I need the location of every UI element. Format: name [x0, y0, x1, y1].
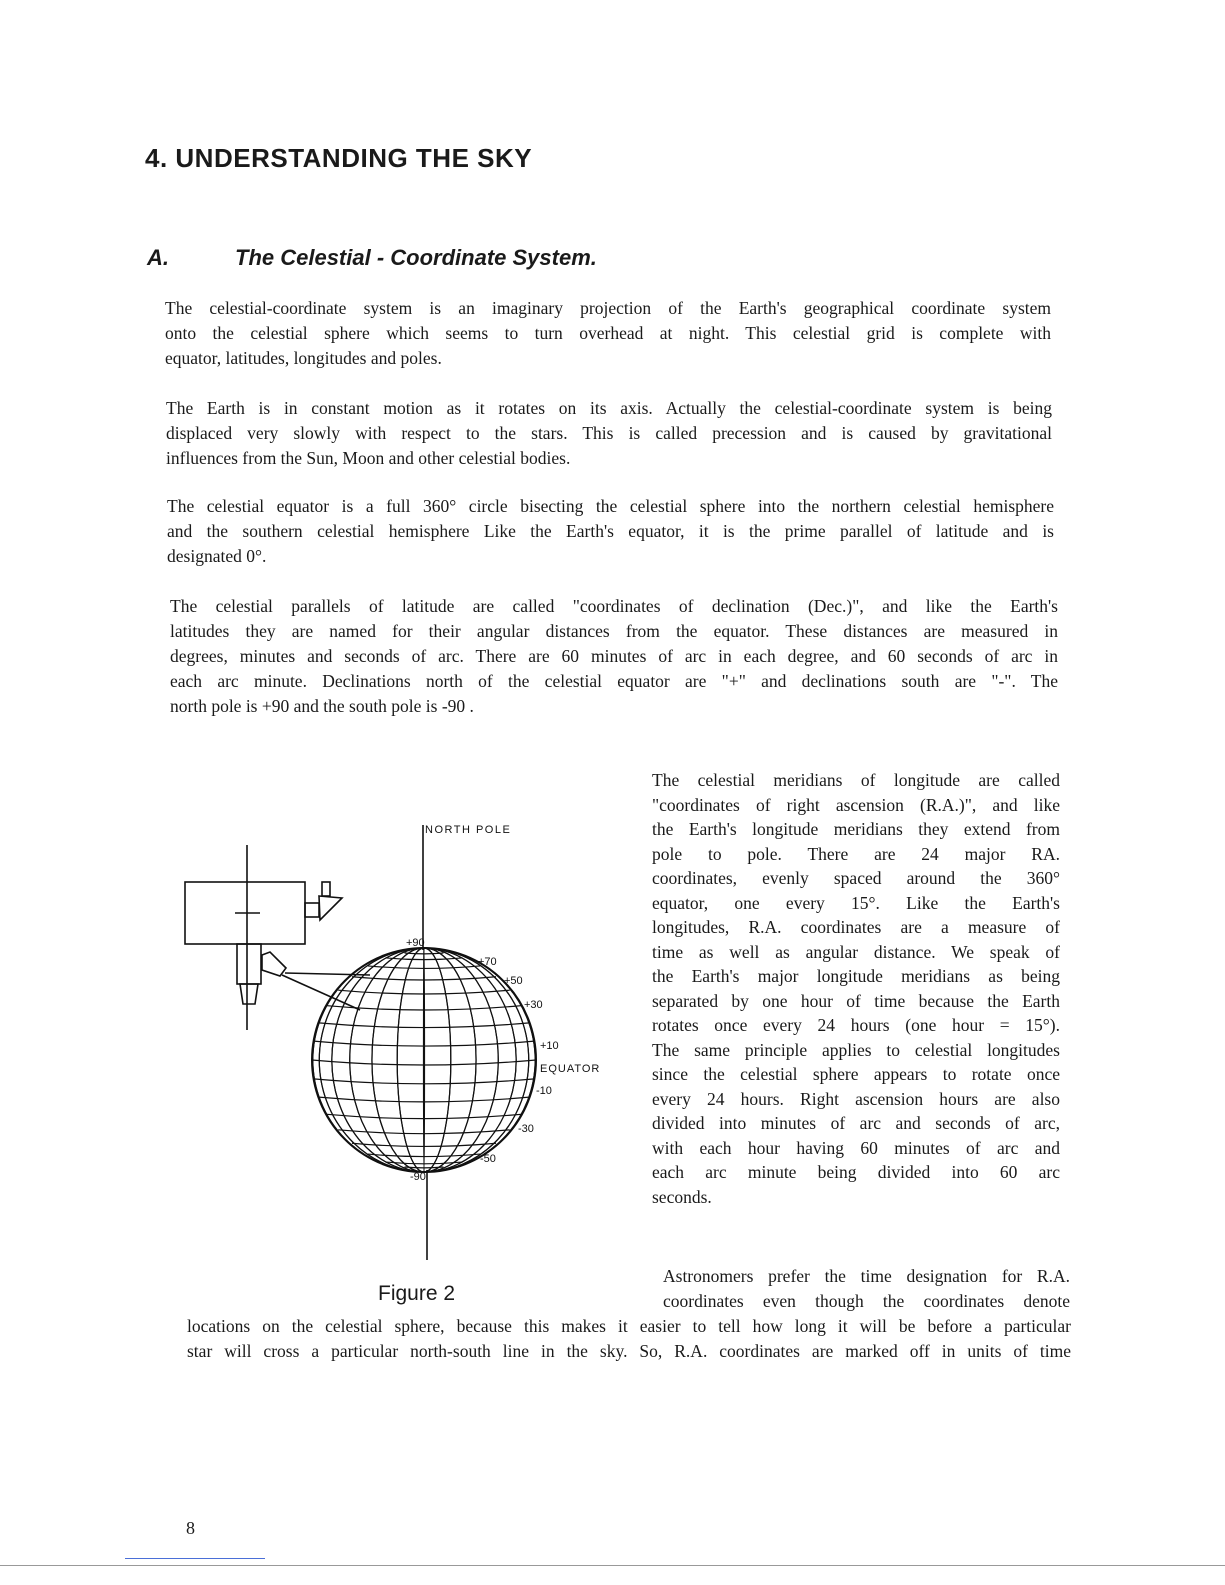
dec-label: +50	[504, 975, 523, 987]
text-line: designated 0°.	[167, 546, 267, 566]
figure-caption: Figure 2	[378, 1282, 456, 1305]
text-line: each arc minute being divided into 60 arc	[652, 1162, 1060, 1182]
text-line: north pole is +90 and the south pole is -90 .	[170, 696, 474, 716]
text-line: degrees, minutes and seconds of arc. There are 60 minutes of arc in each degree, and 60 seconds of arc in	[170, 646, 1058, 666]
text-line: "coordinates of right ascension (R.A.)", and like	[652, 794, 1060, 815]
section-heading	[147, 245, 597, 271]
text-line: equator, latitudes, longitudes and poles.	[165, 348, 442, 368]
dec-label: +10	[540, 1040, 559, 1052]
dec-label: +70	[478, 956, 497, 968]
scan-edge	[0, 1565, 1225, 1566]
text-line: The same principle applies to celestial longitudes	[652, 1039, 1060, 1060]
dec-label: +30	[524, 999, 543, 1011]
celestial-sphere-figure	[170, 800, 630, 1280]
text-line: divided into minutes of arc and seconds of arc,	[652, 1113, 1060, 1133]
dec-label: -30	[518, 1123, 534, 1135]
text-line: rotates once every 24 hours (one hour = 15°).	[652, 1015, 1060, 1035]
text-line: time as well as angular distance. We speak of	[652, 941, 1060, 962]
meridian-line	[424, 948, 425, 1172]
text-line: latitudes they are named for their angular distances from the equator. These distances are measured in	[170, 621, 1058, 641]
right-column-text	[652, 768, 1060, 1209]
text-line: The celestial meridians of longitude are called	[652, 770, 1060, 790]
text-line: coordinates, evenly spaced around the 360°	[652, 868, 1060, 888]
paragraph-2	[166, 396, 1052, 471]
paragraph-4	[170, 594, 1058, 719]
text-line: displaced very slowly with respect to the stars. This is called precession and is caused by gravitational	[166, 423, 1052, 443]
dec-label: -50	[480, 1153, 496, 1165]
section-title: The Celestial - Coordinate System.	[235, 245, 597, 270]
text-line: separated by one hour of time because the Earth	[652, 990, 1060, 1011]
dec-label: +90	[406, 937, 425, 949]
text-line: with each hour having 60 minutes of arc and	[652, 1137, 1060, 1158]
text-line: The celestial-coordinate system is an imaginary projection of the Earth's geographical coordinate system	[165, 298, 1051, 318]
scan-edge-mark	[125, 1558, 265, 1559]
text-line: The celestial equator is a full 360° circle bisecting the celestial sphere into the northern celestial hemisphere	[167, 496, 1054, 516]
text-line: pole to pole. There are 24 major RA.	[652, 843, 1060, 864]
page-heading: 4. UNDERSTANDING THE SKY	[145, 143, 533, 173]
paragraph-3	[167, 494, 1054, 569]
text-line: equator, one every 15°. Like the Earth's	[652, 892, 1060, 913]
text-line: star will cross a particular north-south line in the sky. So, R.A. coordinates are marked off in units of time	[187, 1341, 1071, 1361]
right-column-text-2	[663, 1264, 1070, 1313]
north-pole-label: NORTH POLE	[425, 824, 512, 836]
text-line: Astronomers prefer the time designation for R.A.	[663, 1266, 1070, 1286]
page-number: 8	[186, 1518, 195, 1538]
equator-label: EQUATOR	[540, 1063, 601, 1075]
paragraph-1	[165, 296, 1051, 371]
text-line: influences from the Sun, Moon and other celestial bodies.	[166, 448, 571, 468]
text-line: onto the celestial sphere which seems to turn overhead at night. This celestial grid is complete with	[165, 323, 1051, 343]
section-letter: A.	[147, 245, 169, 270]
text-line: longitudes, R.A. coordinates are a measure of	[652, 917, 1060, 937]
bottom-text	[187, 1314, 1071, 1364]
text-line: coordinates even though the coordinates denote	[663, 1290, 1070, 1311]
text-line: each arc minute. Declinations north of the celestial equator are "+" and declinations south are "-". The	[170, 671, 1058, 691]
text-line: the Earth's major longitude meridians as being	[652, 966, 1060, 986]
text-line: every 24 hours. Right ascension hours are also	[652, 1088, 1060, 1109]
text-line: since the celestial sphere appears to rotate once	[652, 1064, 1060, 1084]
text-line: The Earth is in constant motion as it rotates on its axis. Actually the celestial-coordinate system is being	[166, 398, 1052, 418]
dec-label: -90	[410, 1171, 426, 1183]
text-line: The celestial parallels of latitude are called "coordinates of declination (Dec.)", and like the Earth's	[170, 596, 1058, 616]
text-line: the Earth's longitude meridians they extend from	[652, 819, 1060, 839]
text-line: and the southern celestial hemisphere Like the Earth's equator, it is the prime parallel of latitude and is	[167, 521, 1054, 541]
text-line: seconds.	[652, 1186, 712, 1207]
text-line: locations on the celestial sphere, because this makes it easier to tell how long it will be before a particular	[187, 1316, 1071, 1336]
dec-label: -10	[536, 1085, 552, 1097]
